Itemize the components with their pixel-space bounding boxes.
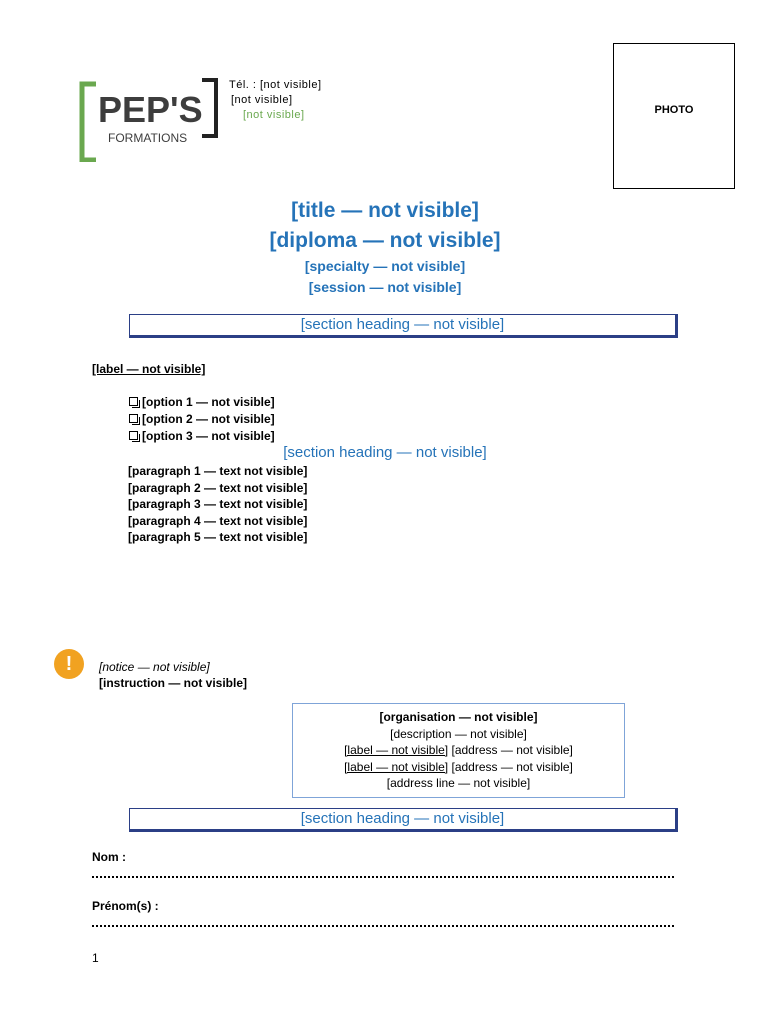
parcours-label: [label — not visible] xyxy=(92,362,206,376)
page-number: 1 xyxy=(92,951,99,965)
nom-field[interactable] xyxy=(92,870,674,878)
tests-paragraph: [paragraph 1 — text not visible] xyxy=(128,464,308,478)
tests-paragraph: [paragraph 5 — text not visible] xyxy=(128,530,308,544)
payment-notice: [notice — not visible] xyxy=(99,660,210,674)
banner-informations: [section heading — not visible] xyxy=(129,808,678,832)
photo-label: PHOTO xyxy=(654,104,694,116)
tests-paragraph: [paragraph 4 — text not visible] xyxy=(128,513,308,528)
send-instruction: [instruction — not visible] xyxy=(99,676,248,690)
option-label: [option 1 — not visible] xyxy=(142,394,275,409)
prenom-label: Prénom(s) : xyxy=(92,899,159,913)
prenom-field[interactable] xyxy=(92,919,674,927)
option-label: [option 3 — not visible] xyxy=(142,428,275,443)
title-session: [session — not visible] xyxy=(308,279,462,295)
tests-paragraph: [paragraph 3 — text not visible] xyxy=(128,497,308,511)
contact-phone: Tél. : [not visible] xyxy=(229,79,322,91)
nom-label: Nom : xyxy=(92,850,126,864)
checkbox-icon[interactable] xyxy=(129,431,138,440)
tests-body xyxy=(128,463,680,546)
photo-placeholder xyxy=(613,43,735,189)
title-dossier: [title — not visible] xyxy=(291,199,479,222)
option-label: [option 2 — not visible] xyxy=(142,411,275,426)
parcours-options xyxy=(129,393,275,444)
address-name: [organisation — not visible] xyxy=(379,710,538,724)
address-siege xyxy=(293,742,624,759)
option-mention-b[interactable] xyxy=(129,410,275,427)
title-specialty: [specialty — not visible] xyxy=(304,258,466,274)
tests-heading: [section heading — not visible] xyxy=(283,444,487,461)
exclamation-icon: ! xyxy=(54,649,84,679)
siege-value: [address — not visible] xyxy=(451,743,573,757)
checkbox-icon[interactable] xyxy=(129,414,138,423)
siege-label: [label — not visible] xyxy=(344,743,449,757)
contact-block xyxy=(229,78,322,123)
option-mention-ab[interactable] xyxy=(129,427,275,444)
svg-text:FORMATIONS: FORMATIONS xyxy=(108,131,188,145)
peps-logo xyxy=(78,76,220,162)
option-mention-a[interactable] xyxy=(129,393,275,410)
site-value: [address — not visible] xyxy=(451,759,573,774)
site-label: [label — not visible] xyxy=(344,759,449,774)
tests-paragraph: [paragraph 2 — text not visible] xyxy=(128,480,308,495)
address-route: [address line — not visible] xyxy=(386,776,531,790)
contact-website[interactable]: [not visible] xyxy=(243,109,305,121)
address-site xyxy=(293,759,624,776)
address-box xyxy=(292,703,625,798)
svg-text:PEP'S: PEP'S xyxy=(98,89,203,130)
banner-modalite: [section heading — not visible] xyxy=(129,314,678,338)
contact-email: [not visible] xyxy=(231,94,293,106)
checkbox-icon[interactable] xyxy=(129,397,138,406)
title-diploma: [diploma — not visible] xyxy=(269,229,501,252)
address-type: [description — not visible] xyxy=(390,726,527,741)
